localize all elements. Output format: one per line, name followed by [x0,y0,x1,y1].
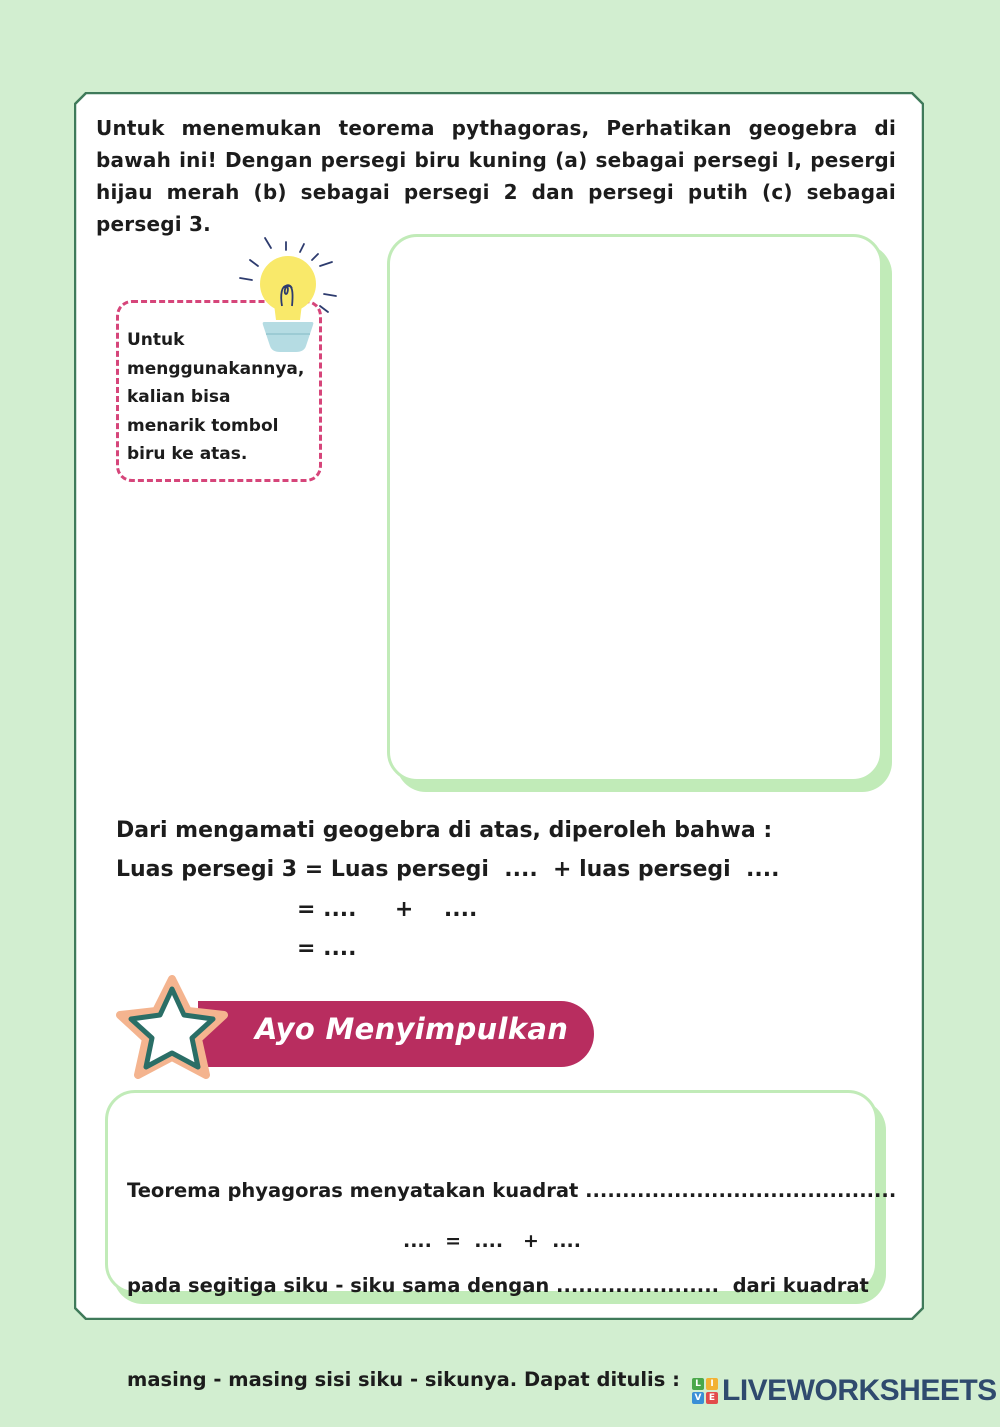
tip-line: menarik tombol [127,415,279,436]
conclusion-formula: .... = .... + .... [403,1230,581,1252]
geogebra-applet-area[interactable] [387,234,883,782]
liveworksheets-logo [692,1375,997,1407]
logo-letter: V [692,1392,704,1404]
observation-heading: Dari mengamati geogebra di atas, diperoleh bahwa : [116,818,773,843]
logo-letter: E [706,1392,718,1404]
conclusion-line-1: Teorema phyagoras menyatakan kuadrat .......................................... [127,1179,897,1202]
logo-text: LIVEWORKSHEETS [722,1374,997,1407]
tip-line: kalian bisa [127,387,231,407]
tip-line: biru ke atas. [127,444,248,464]
logo-letter: L [692,1378,704,1390]
tip-line: menggunakannya, [127,358,305,379]
observation-line-3: = .... [297,936,357,961]
tip-line: Untuk [127,330,185,350]
conclusion-line-3: masing - masing sisi siku - sikunya. Dapat ditulis : [127,1368,680,1391]
banner-title: Ayo Menyimpulkan [255,1012,569,1046]
observation-line-2: = .... + .... [297,897,478,922]
lightbulb-icon [236,234,346,358]
logo-letter: I [706,1378,718,1390]
observation-line-1: Luas persegi 3 = Luas persegi .... + luas persegi .... [116,857,780,882]
star-icon [116,975,228,1079]
logo-mark [692,1378,718,1404]
intro-instructions: Untuk menemukan teorema pythagoras, Perhatikan geogebra di bawah ini! Dengan persegi biru kuning (a) sebagai persegi I, pesergi hijau merah (b) sebagai persegi 2 dan persegi putih (c) sebagai persegi 3. [96,116,896,236]
conclusion-line-2: pada segitiga siku - siku sama dengan ...................... dari kuadrat [127,1273,869,1297]
